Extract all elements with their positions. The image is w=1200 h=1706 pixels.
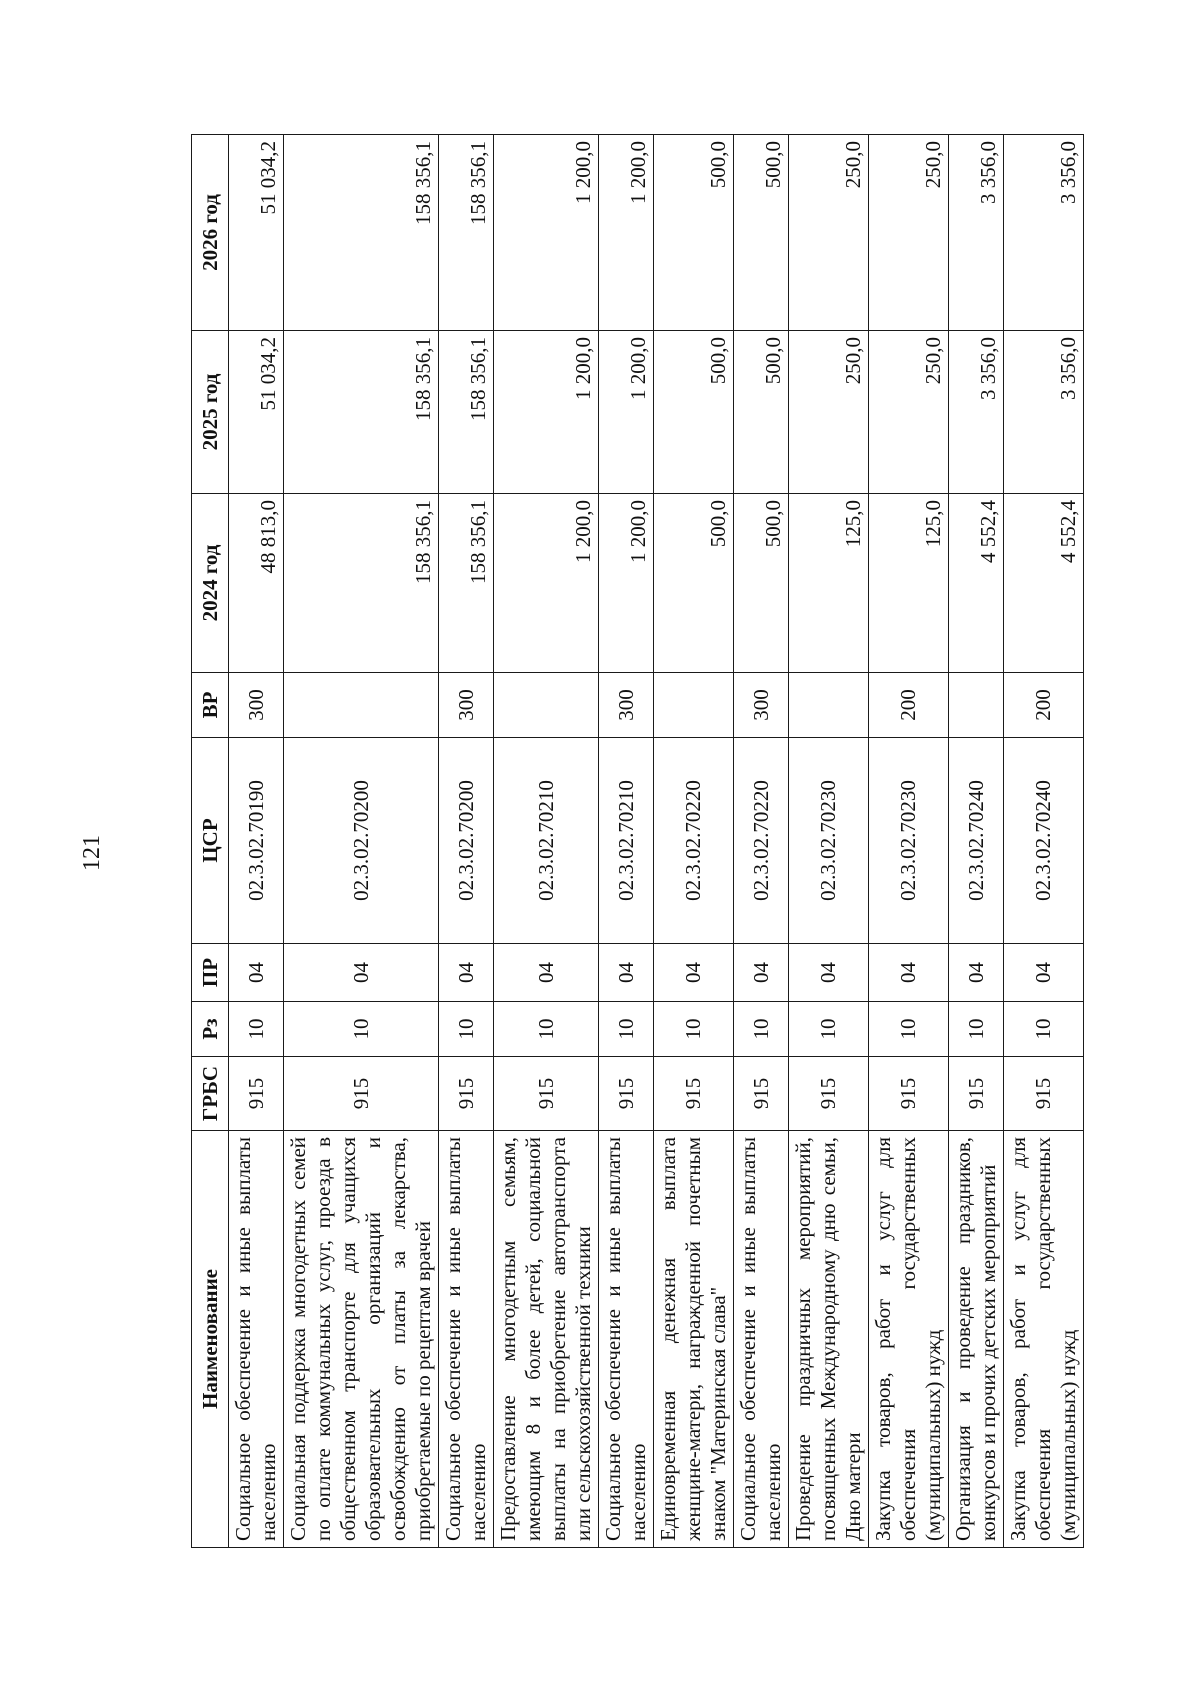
cell-rz: 10 bbox=[494, 1002, 599, 1057]
cell-pr: 04 bbox=[284, 944, 439, 1002]
table-row bbox=[869, 135, 949, 1548]
cell-2026: 158 356,1 bbox=[284, 135, 439, 331]
cell-rz: 10 bbox=[599, 1002, 654, 1057]
cell-vr bbox=[494, 673, 599, 738]
cell-csr: 02.3.02.70230 bbox=[789, 738, 869, 944]
table-row bbox=[284, 135, 439, 1548]
cell-vr bbox=[789, 673, 869, 738]
table-row bbox=[1004, 135, 1084, 1548]
cell-name: Закупка товаров, работ и услуг для обеспечения государственных (муниципальных) нужд bbox=[869, 1131, 949, 1548]
cell-csr: 02.3.02.70240 bbox=[1004, 738, 1084, 944]
cell-vr: 300 bbox=[599, 673, 654, 738]
cell-name: Организация и проведение праздников, конкурсов и прочих детских мероприятий bbox=[949, 1131, 1004, 1548]
cell-2024: 125,0 bbox=[869, 494, 949, 673]
cell-name: Единовременная денежная выплата женщине-матери, награжденной почетным знаком "Материнская слава" bbox=[654, 1131, 734, 1548]
table-row bbox=[949, 135, 1004, 1548]
rotated-table-container bbox=[191, 135, 1080, 1548]
cell-csr: 02.3.02.70230 bbox=[869, 738, 949, 944]
cell-grbs: 915 bbox=[734, 1057, 789, 1131]
cell-2025: 3 356,0 bbox=[1004, 331, 1084, 494]
cell-2026: 500,0 bbox=[734, 135, 789, 331]
cell-csr: 02.3.02.70190 bbox=[229, 738, 284, 944]
cell-2025: 51 034,2 bbox=[229, 331, 284, 494]
cell-2026: 3 356,0 bbox=[949, 135, 1004, 331]
cell-2025: 250,0 bbox=[869, 331, 949, 494]
cell-2025: 3 356,0 bbox=[949, 331, 1004, 494]
cell-pr: 04 bbox=[494, 944, 599, 1002]
cell-2026: 3 356,0 bbox=[1004, 135, 1084, 331]
cell-2024: 4 552,4 bbox=[949, 494, 1004, 673]
cell-pr: 04 bbox=[229, 944, 284, 1002]
cell-csr: 02.3.02.70220 bbox=[654, 738, 734, 944]
page-number: 121 bbox=[79, 835, 105, 871]
table-row bbox=[439, 135, 494, 1548]
cell-name: Социальное обеспечение и иные выплаты населению bbox=[734, 1131, 789, 1548]
cell-2026: 1 200,0 bbox=[494, 135, 599, 331]
cell-csr: 02.3.02.70210 bbox=[494, 738, 599, 944]
cell-2024: 1 200,0 bbox=[494, 494, 599, 673]
table-row bbox=[789, 135, 869, 1548]
header-2025: 2025 год bbox=[192, 331, 229, 494]
budget-table bbox=[191, 134, 1084, 1548]
cell-2024: 4 552,4 bbox=[1004, 494, 1084, 673]
cell-csr: 02.3.02.70240 bbox=[949, 738, 1004, 944]
cell-grbs: 915 bbox=[1004, 1057, 1084, 1131]
cell-rz: 10 bbox=[789, 1002, 869, 1057]
cell-2024: 500,0 bbox=[654, 494, 734, 673]
cell-2024: 500,0 bbox=[734, 494, 789, 673]
cell-grbs: 915 bbox=[284, 1057, 439, 1131]
cell-name: Социальное обеспечение и иные выплаты населению bbox=[229, 1131, 284, 1548]
table-row bbox=[494, 135, 599, 1548]
cell-vr bbox=[654, 673, 734, 738]
cell-grbs: 915 bbox=[494, 1057, 599, 1131]
cell-2024: 1 200,0 bbox=[599, 494, 654, 673]
cell-pr: 04 bbox=[734, 944, 789, 1002]
cell-rz: 10 bbox=[654, 1002, 734, 1057]
header-2024: 2024 год bbox=[192, 494, 229, 673]
cell-csr: 02.3.02.70200 bbox=[439, 738, 494, 944]
cell-pr: 04 bbox=[654, 944, 734, 1002]
cell-2026: 51 034,2 bbox=[229, 135, 284, 331]
table-row bbox=[654, 135, 734, 1548]
cell-name: Социальная поддержка многодетных семей по оплате коммунальных услуг, проезда в общественном транспорте для учащихся образовательных организаций и освобождению от платы за лекарства, приобретаемые по рецептам врачей bbox=[284, 1131, 439, 1548]
cell-2025: 158 356,1 bbox=[284, 331, 439, 494]
cell-rz: 10 bbox=[869, 1002, 949, 1057]
cell-2024: 48 813,0 bbox=[229, 494, 284, 673]
cell-name: Социальное обеспечение и иные выплаты населению bbox=[599, 1131, 654, 1548]
cell-2025: 250,0 bbox=[789, 331, 869, 494]
cell-grbs: 915 bbox=[654, 1057, 734, 1131]
cell-vr: 300 bbox=[439, 673, 494, 738]
table-row bbox=[229, 135, 284, 1548]
cell-csr: 02.3.02.70200 bbox=[284, 738, 439, 944]
header-csr: ЦСР bbox=[192, 738, 229, 944]
cell-2024: 158 356,1 bbox=[439, 494, 494, 673]
cell-name: Предоставление многодетным семьям, имеющим 8 и более детей, социальной выплаты на приобретение автотранспорта или сельскохозяйственной техники bbox=[494, 1131, 599, 1548]
cell-pr: 04 bbox=[599, 944, 654, 1002]
table-row bbox=[734, 135, 789, 1548]
cell-vr: 300 bbox=[734, 673, 789, 738]
cell-2026: 158 356,1 bbox=[439, 135, 494, 331]
cell-vr: 300 bbox=[229, 673, 284, 738]
cell-vr bbox=[284, 673, 439, 738]
cell-2026: 500,0 bbox=[654, 135, 734, 331]
cell-2025: 500,0 bbox=[654, 331, 734, 494]
cell-grbs: 915 bbox=[439, 1057, 494, 1131]
cell-grbs: 915 bbox=[949, 1057, 1004, 1131]
cell-2026: 250,0 bbox=[789, 135, 869, 331]
table-header-row bbox=[192, 135, 229, 1548]
cell-2024: 158 356,1 bbox=[284, 494, 439, 673]
cell-2026: 1 200,0 bbox=[599, 135, 654, 331]
cell-2025: 1 200,0 bbox=[494, 331, 599, 494]
cell-name: Проведение праздничных мероприятий, посвященных Международному дню семьи, Дню матери bbox=[789, 1131, 869, 1548]
cell-pr: 04 bbox=[789, 944, 869, 1002]
cell-rz: 10 bbox=[734, 1002, 789, 1057]
cell-2024: 125,0 bbox=[789, 494, 869, 673]
cell-vr: 200 bbox=[869, 673, 949, 738]
cell-2026: 250,0 bbox=[869, 135, 949, 331]
cell-pr: 04 bbox=[949, 944, 1004, 1002]
cell-grbs: 915 bbox=[599, 1057, 654, 1131]
table-row bbox=[599, 135, 654, 1548]
cell-2025: 500,0 bbox=[734, 331, 789, 494]
header-grbs: ГРБС bbox=[192, 1057, 229, 1131]
cell-rz: 10 bbox=[284, 1002, 439, 1057]
header-rz: Рз bbox=[192, 1002, 229, 1057]
header-name: Наименование bbox=[192, 1131, 229, 1548]
header-pr: ПР bbox=[192, 944, 229, 1002]
cell-pr: 04 bbox=[439, 944, 494, 1002]
cell-grbs: 915 bbox=[789, 1057, 869, 1131]
cell-name: Закупка товаров, работ и услуг для обеспечения государственных (муниципальных) нужд bbox=[1004, 1131, 1084, 1548]
cell-rz: 10 bbox=[229, 1002, 284, 1057]
cell-rz: 10 bbox=[949, 1002, 1004, 1057]
cell-rz: 10 bbox=[439, 1002, 494, 1057]
cell-pr: 04 bbox=[869, 944, 949, 1002]
cell-rz: 10 bbox=[1004, 1002, 1084, 1057]
cell-grbs: 915 bbox=[229, 1057, 284, 1131]
cell-2025: 1 200,0 bbox=[599, 331, 654, 494]
cell-csr: 02.3.02.70210 bbox=[599, 738, 654, 944]
cell-2025: 158 356,1 bbox=[439, 331, 494, 494]
cell-vr: 200 bbox=[1004, 673, 1084, 738]
cell-csr: 02.3.02.70220 bbox=[734, 738, 789, 944]
header-vr: ВР bbox=[192, 673, 229, 738]
cell-pr: 04 bbox=[1004, 944, 1084, 1002]
cell-name: Социальное обеспечение и иные выплаты населению bbox=[439, 1131, 494, 1548]
cell-vr bbox=[949, 673, 1004, 738]
header-2026: 2026 год bbox=[192, 135, 229, 331]
cell-grbs: 915 bbox=[869, 1057, 949, 1131]
